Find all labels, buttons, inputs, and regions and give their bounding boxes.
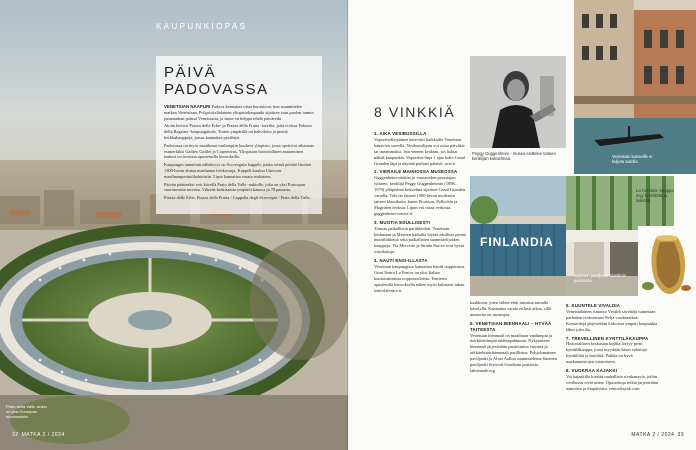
tip-heading: 5. VENETSIAN BIENNAALI – HYVÄÄ TAITEESTA	[470, 320, 552, 332]
tip-body: Venetsian kaupungissa kannattaa käydä oopperassa. Gran Teatro La Fenice on yksi Italian kuuluisimmista oopperataloista. Teatterin opastetulla kierroksella näkee myös kulissien takaa. teatrolafenice.it	[374, 264, 466, 293]
tip-body: Venetsialainen Antonio Vivaldi säveltäjä tunnetaan parhaiten teoksestaan Neljä vuodenaikaa. Konsertteja järjestetään kirkoissa ympäri kaupunkia lähes joka ilta.	[566, 308, 658, 332]
photo-caption: Prato della Valle -aukio on yksi Euroopan suurimmista.	[6, 404, 47, 419]
portrait-photo-peggy-guggenheim	[470, 56, 566, 148]
folio-left	[12, 432, 68, 438]
intro-box	[156, 56, 322, 214]
tips-title: 8 VINKKIÄ	[374, 104, 456, 120]
venice-caption: Venetsian kanaville ei kuljeta autolla.	[612, 154, 653, 165]
tip-heading: 3. MUOTIA EDULLISESTI	[374, 219, 430, 225]
tip-heading: 1. AIKA VESIBUSSILLA	[374, 131, 427, 136]
venice-canal-photo	[574, 0, 696, 174]
magazine-issue: MATKA 2 / 2024	[631, 432, 675, 438]
magazine-issue: MATKA 2 / 2024	[21, 432, 65, 438]
tip-body: kaakkoon, joten siihen ehtii tutustua samalla kävelyllä. Kannattaa varata reilusti aikaa, sillä museoita on useampia.	[470, 300, 552, 317]
folio-right	[628, 432, 684, 438]
tip-body: Guggenheim-säätiön ja -museoiden perustajan tyttären, keräilijä Peggy Guggenheimin (1898–1979) ylläpitämä kokoelma sijaitsee Canal Granden varrella. Talo on täynnä 1900-luvun modernin taiteen klassikoita, kuten Picasson, Pollockin ja Magritten teoksia. Lipun voi ostaa verkosta. guggenheim-venice.it	[374, 175, 466, 216]
tip-heading: 4. NAUTI ENSI-ILLASTA	[374, 258, 428, 264]
intro-paragraph: Piazza delle Erbe, Piazza della Frutta / Cappella degli Scrovegni / Prato della Valle.	[164, 195, 311, 201]
tip-heading: 6. KUUNTELE VIVALDIA	[566, 303, 621, 308]
intro-paragraph: Padovassa on myös maailman vanhimpiin kuuluva yliopisto, jossa opettivat aikanaan esimerkiksi Galileo Galilei ja Copernicus. Yliopiston historiallinen anatominen teatteri on avoinna opastetuilla kierroksilla.	[164, 142, 314, 160]
tip-heading: 2. VIERAILE MAINIOSSA MUSEOSSA	[374, 169, 458, 175]
article-title: PÄIVÄ PADOVASSA	[164, 64, 269, 98]
candle-vase-photo	[638, 226, 696, 300]
tip-heading: 7. TREVELLINEN KYNTTILÄKAUPPA	[566, 335, 649, 341]
page-number: 33	[677, 432, 684, 438]
page-gutter	[347, 0, 349, 450]
finnish-pavilion-photo	[470, 176, 566, 296]
tips-column-3	[566, 300, 658, 393]
section-label: KAUPUNKIOPAS	[156, 22, 248, 31]
tip-body: Voi kajaakilla kiertää rauhallisia sivukanavia, joihin vesibussit eivät mene. Opastettuja retkiä järjestetään aamuisin ja iltapäivisin. venicekayak.com	[566, 373, 658, 391]
tips-column-1	[374, 128, 466, 295]
finlandia-sign: FINLANDIA	[480, 235, 554, 249]
tip-body: Tutustu paikallisiin putiikkeihin. Venetsian keskustan ja Mestren kaduilta löytää edullisia pieniä muotiliikkeitä sekä paikallisten suunnittelijoiden kauppoja. Via Mercerie ja Strada Nuova ovat hyviä ostoskatuja.	[374, 225, 466, 255]
tip-body: Historiallisen keskustan kujilta löytyy pieni kynttiläkauppa, jossa myydään käsin valettuja kynttilöitä ja lasitöitä. Paikka on hyvä matkamuistojen ostamiseen.	[566, 341, 647, 365]
portrait-caption: Peggy Guggenheim - museo esittelee taiteen keräilijän kokoelmaa.	[472, 151, 556, 162]
tip-body: Venetsian biennaali on maailman vanhimpia ja merkittävimpiä taidetapahtumia. Nykytaiteen biennaali järjestetään parittomina vuosina ja arkkitehtuuribiennaali parillisina. Pohjoismainen paviljonki ja Alvar Aallon suunnittelema Suomen paviljonki löytyvät Giardinin puistosta. labiennale.org	[470, 332, 557, 373]
intro-paragraph: Päivän päätteeksi voit kävellä Prato della Valle -aukiolle, joka on yksi Euroopan suurimmista toreista. Vihreää keskisaarta ympäröi kanava ja 78 patsasta.	[164, 181, 305, 193]
tip-heading: 8. VUOKRAA KAJAKKI	[566, 368, 618, 374]
tip-body: Vaporettolla pääsee kätevästi kaikkialle Venetsian kanavien varrella. Vesibussilipun voi ostaa päiväksi tai useammaksi. Istu veneen keulaan, jos haluat nähdä kaupunkia. Vaporetto-linja 1 ajaa koko Canal Granden läpi ja näyttää parhaat palatsit. actv.it	[374, 136, 465, 166]
intro-paragraph: Aloita kierros Piazza delle Erbe- ja Piazza della Frutta -toreilta, joita erottaa Palazzo della Ragione -kaupungintalo. Torien ympärillä on kahviloita ja pieniä herkkukauppoja, joissa kannattaa pysähtyä.	[164, 123, 313, 140]
intro-paragraph: VENETSIAN NAAPURI Padova kannattaa ottaa huomioon, kun suunnittelee matkaa Venetsiaan. Pohjoisitalialainen yliopistokaupunki sijaitsee vain puolen tunnin junamatkan päässä Venetsiasta, ja sinne on helppo tehdä päiväretki.	[164, 104, 314, 121]
pavilion-caption: Suomen paviljonki Giardinin puistossa.	[574, 273, 626, 284]
right-page	[348, 0, 696, 450]
tips-column-2	[470, 300, 562, 375]
intro-paragraph: Kaupungin tunnetuin nähtävyys on Scrovegnin kappeli, jonka seinät peittää Giotton 1300-luvun alussa maalaama freskosarja. Kappeli kuuluu Unescon maailmanperintökohteisiin. Liput kannattaa varata etukäteen.	[164, 162, 312, 179]
candle-shop-caption: La Candela -kauppa myy kynttilöitä ja lasitöitä	[636, 188, 674, 204]
intro-text	[164, 104, 314, 201]
page-number: 32	[12, 432, 19, 438]
